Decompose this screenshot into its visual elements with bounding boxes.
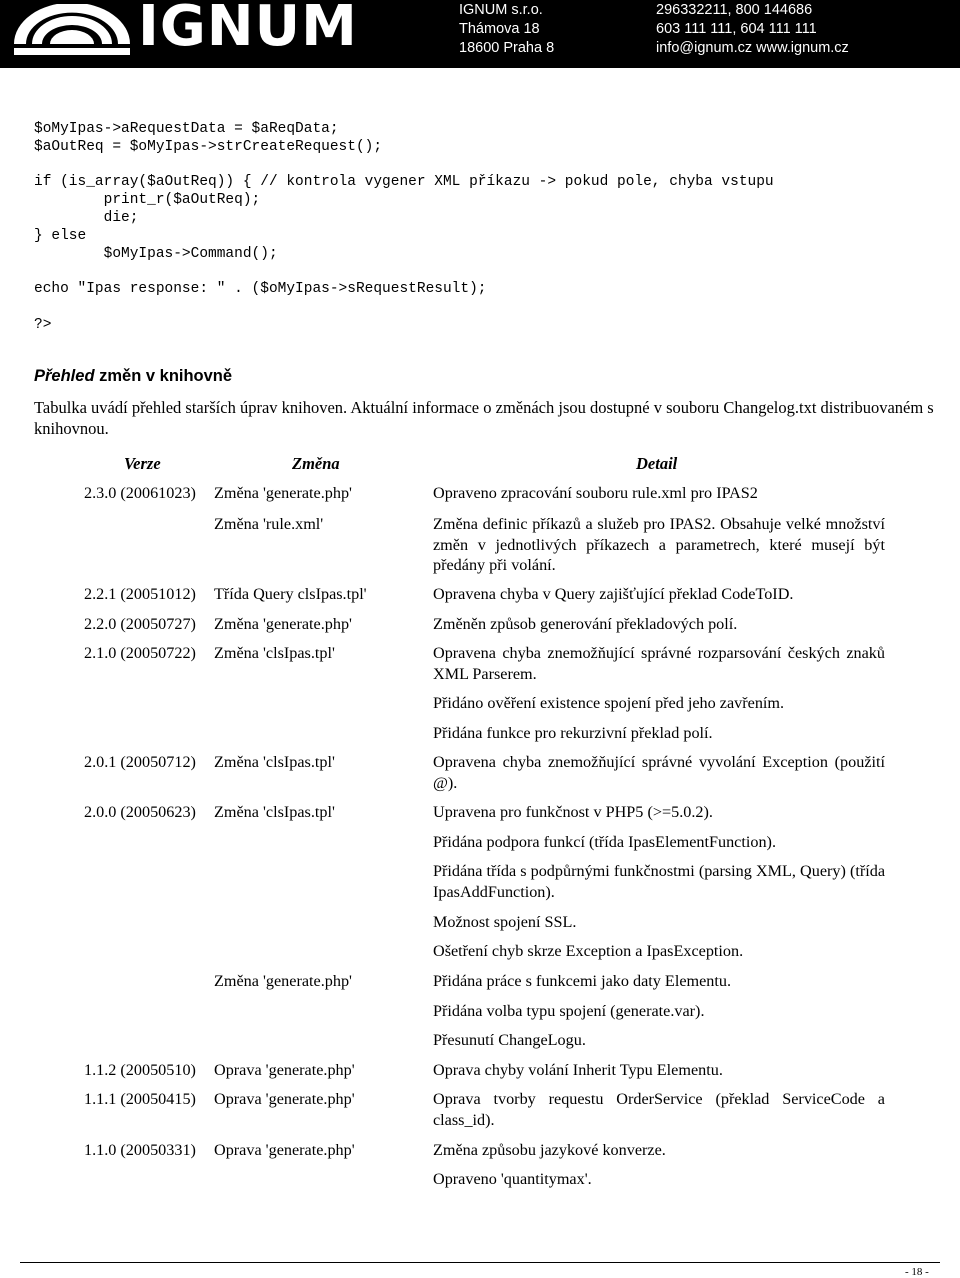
section-heading (34, 367, 232, 386)
row-detail: Přidána třída s podpůrnými funkčnostmi (parsing XML, Query) (třída IpasAddFunction). (433, 862, 885, 901)
php-code-block: $oMyIpas->aRequestData = $aReqData; $aOutReq = $oMyIpas->strCreateRequest(); if (is_array($aOutReq)) { // kontrola vygener XML příkazu -> pokud pole, chyba vstupu print_r($aOutReq); die; } else $oMyIpas->Command(); echo "Ipas response: " . ($oMyIpas->sRequestResult); ?> (34, 121, 774, 333)
row-version: 2.0.0 (20050623) (84, 803, 196, 821)
row-change: Oprava 'generate.php' (214, 1141, 355, 1159)
row-detail: Přidáno ověření existence spojení před jeho zavřením. (433, 694, 785, 712)
row-version: 2.3.0 (20061023) (84, 484, 196, 502)
row-detail: Změna definic příkazů a služeb pro IPAS2. Obsahuje velké množství změn v jednotlivých příkazech a parametrech, které musejí být předány při volání. (433, 515, 885, 574)
row-detail: Změna způsobu jazykové konverze. (433, 1141, 666, 1159)
phone-line-2: 603 111 111, 604 111 111 (656, 21, 817, 37)
row-change: Změna 'clsIpas.tpl' (214, 803, 335, 821)
row-change: Změna 'generate.php' (214, 615, 352, 633)
row-version: 2.1.0 (20050722) (84, 644, 196, 662)
header-version: Verze (124, 454, 161, 473)
row-detail: Změněn způsob generování překladových polí. (433, 615, 738, 633)
footer-rule (20, 1262, 940, 1263)
row-detail: Opravena chyba v Query zajišťující překlad CodeToID. (433, 585, 794, 603)
row-detail: Opraveno 'quantitymax'. (433, 1170, 592, 1188)
row-change: Oprava 'generate.php' (214, 1061, 355, 1079)
row-change: Změna 'clsIpas.tpl' (214, 753, 335, 771)
row-detail: Přesunutí ChangeLogu. (433, 1031, 586, 1049)
company-name: IGNUM s.r.o. (459, 2, 543, 18)
city: 18600 Praha 8 (459, 40, 555, 56)
row-change: Změna 'clsIpas.tpl' (214, 644, 335, 662)
row-detail: Oprava tvorby requestu OrderService (překlad ServiceCode a class_id). (433, 1090, 885, 1129)
heading-rest: změn v knihovně (94, 367, 233, 385)
intro-paragraph: Tabulka uvádí přehled starších úprav knihoven. Aktuální informace o změnách jsou dostupné v souboru Changelog.txt distribuovaném s knihovnou. (34, 398, 934, 438)
page-number: - 18 - (905, 1266, 929, 1278)
row-detail: Možnost spojení SSL. (433, 913, 577, 931)
row-change: Změna 'generate.php' (214, 484, 352, 502)
row-version: 1.1.1 (20050415) (84, 1090, 196, 1108)
row-detail: Opraveno zpracování souboru rule.xml pro IPAS2 (433, 484, 758, 502)
row-detail: Přidána funkce pro rekurzivní překlad polí. (433, 724, 713, 742)
row-detail: Ošetření chyb skrze Exception a IpasException. (433, 942, 744, 960)
heading-italic: Přehled (34, 367, 95, 385)
row-change: Třída Query clsIpas.tpl' (214, 585, 367, 603)
header-detail: Detail (636, 454, 678, 473)
row-version: 2.2.1 (20051012) (84, 585, 196, 603)
header-change: Změna (292, 454, 340, 473)
row-version: 1.1.0 (20050331) (84, 1141, 196, 1159)
row-change: Změna 'generate.php' (214, 972, 352, 990)
row-detail: Přidána podpora funkcí (třída IpasElementFunction). (433, 833, 776, 851)
email-web: info@ignum.cz www.ignum.cz (656, 40, 849, 56)
row-change: Změna 'rule.xml' (214, 515, 324, 533)
phone-line-1: 296332211, 800 144686 (656, 2, 813, 18)
row-detail: Přidána volba typu spojení (generate.var). (433, 1002, 705, 1020)
row-version: 1.1.2 (20050510) (84, 1061, 196, 1079)
company-contacts (656, 1, 849, 58)
row-change: Oprava 'generate.php' (214, 1090, 355, 1108)
page-header (0, 0, 960, 68)
row-detail: Opravena chyba znemožňující správné rozparsování českých znaků XML Parserem. (433, 644, 885, 683)
row-detail: Přidána práce s funkcemi jako daty Elementu. (433, 972, 732, 990)
company-address (459, 1, 554, 58)
row-detail: Opravena chyba znemožňující správné vyvolání Exception (použití @). (433, 753, 885, 792)
row-version: 2.0.1 (20050712) (84, 753, 196, 771)
row-detail: Oprava chyby volání Inherit Typu Elementu. (433, 1061, 723, 1079)
street: Thámova 18 (459, 21, 540, 37)
row-detail: Upravena pro funkčnost v PHP5 (>=5.0.2). (433, 803, 713, 821)
logo-wordmark: IGNUM (138, 0, 358, 59)
row-version: 2.2.0 (20050727) (84, 615, 196, 633)
